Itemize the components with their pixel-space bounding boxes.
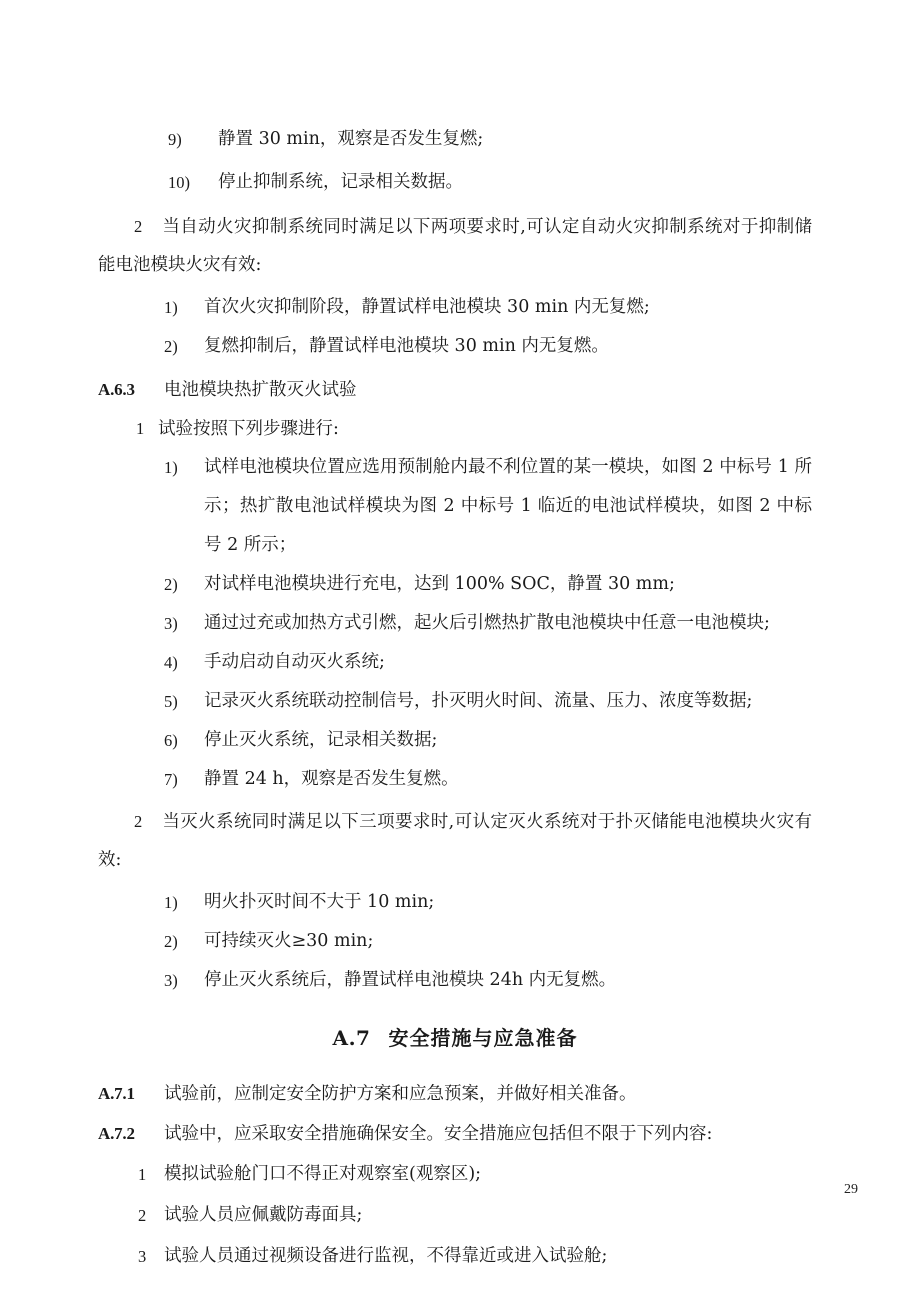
list-item — [98, 1154, 812, 1195]
list-item-text: 明火扑灭时间不大于 10 min; — [204, 892, 435, 912]
paragraph-text: 当灭火系统同时满足以下三项要求时,可认定灭火系统对于扑灭储能电池模块火灾有效: — [98, 812, 812, 870]
clause-text: 试验中，应采取安全措施确保安全。安全措施应包括但不限于下列内容: — [164, 1124, 713, 1144]
list-item-text: 复燃抑制后，静置试样电池模块 30 min 内无复燃。 — [204, 336, 609, 356]
list-marker: 3) — [164, 614, 178, 633]
list-item-text: 停止灭火系统后，静置试样电池模块 24h 内无复燃。 — [204, 970, 617, 990]
list-item — [98, 961, 812, 1000]
list-item — [98, 327, 812, 366]
paragraph-number: 2 — [134, 217, 143, 236]
clause-title: 电池模块热扩散灭火试验 — [164, 380, 357, 400]
list-item-text: 模拟试验舱门口不得正对观察室(观察区); — [164, 1164, 482, 1184]
list-item — [98, 682, 812, 721]
clause-number: A.7.2 — [98, 1124, 135, 1143]
list-marker: 9) — [168, 130, 182, 149]
list-marker: 7) — [164, 770, 178, 789]
list-marker: 1 — [138, 1165, 147, 1184]
clause-number: A.6.3 — [98, 380, 135, 399]
list-item-text: 试验人员通过视频设备进行监视，不得靠近或进入试验舱; — [164, 1246, 608, 1266]
list-marker: 3) — [164, 971, 178, 990]
section-number: A.7 — [332, 1026, 371, 1050]
list-item — [98, 565, 812, 604]
page-number: 29 — [844, 1182, 858, 1197]
list-marker: 1 — [136, 419, 145, 438]
list-item — [98, 883, 812, 922]
list-marker: 1) — [164, 298, 178, 317]
list-item-text: 可持续灭火≥30 min; — [204, 931, 374, 951]
list-item — [98, 288, 812, 327]
list-item-text: 停止抑制系统，记录相关数据。 — [218, 172, 463, 192]
list-marker: 6) — [164, 731, 178, 750]
list-item — [98, 721, 812, 760]
list-item — [98, 118, 812, 161]
list-item — [98, 604, 812, 643]
list-marker: 2) — [164, 337, 178, 356]
section-title: 安全措施与应急准备 — [388, 1026, 578, 1050]
clause-a71 — [98, 1074, 812, 1114]
list-item — [98, 1236, 812, 1277]
list-marker: 1) — [164, 893, 178, 912]
list-item — [98, 161, 812, 204]
list-marker: 3 — [138, 1247, 147, 1266]
list-item-text: 对试样电池模块进行充电，达到 100% SOC，静置 30 mm; — [204, 574, 675, 594]
clause-a63 — [98, 370, 812, 410]
list-item — [98, 448, 812, 565]
list-item — [98, 643, 812, 682]
list-item-text: 静置 24 h，观察是否发生复燃。 — [204, 769, 459, 789]
paragraph-text: 当自动火灾抑制系统同时满足以下两项要求时,可认定自动火灾抑制系统对于抑制储能电池模块火灾有效: — [98, 217, 812, 275]
list-item-text: 记录灭火系统联动控制信号，扑灭明火时间、流量、压力、浓度等数据; — [204, 691, 753, 711]
section-heading-a7 — [98, 1026, 812, 1050]
list-item — [98, 410, 812, 448]
list-marker: 2 — [138, 1206, 147, 1225]
list-item — [98, 1195, 812, 1236]
list-marker: 5) — [164, 692, 178, 711]
clause-number: A.7.1 — [98, 1084, 135, 1103]
paragraph-number: 2 — [134, 812, 143, 831]
list-item-text: 试样电池模块位置应选用预制舱内最不利位置的某一模块，如图 2 中标号 1 所示；热扩散电池试样模块为图 2 中标号 1 临近的电池试样模块，如图 2 中标号 2 所示； — [204, 457, 812, 555]
list-item-text: 首次火灾抑制阶段，静置试样电池模块 30 min 内无复燃; — [204, 297, 650, 317]
list-item-text: 试验按照下列步骤进行: — [158, 419, 339, 439]
clause-a72 — [98, 1114, 812, 1154]
list-item-text: 通过过充或加热方式引燃，起火后引燃热扩散电池模块中任意一电池模块; — [204, 613, 770, 633]
clause-text: 试验前，应制定安全防护方案和应急预案，并做好相关准备。 — [164, 1084, 637, 1104]
list-item-text: 静置 30 min，观察是否发生复燃; — [218, 129, 484, 149]
list-item-text: 试验人员应佩戴防毒面具; — [164, 1205, 363, 1225]
list-marker: 1) — [164, 458, 178, 477]
list-item-text: 停止灭火系统，记录相关数据; — [204, 730, 438, 750]
list-item-text: 手动启动自动灭火系统; — [204, 652, 385, 672]
list-marker: 4) — [164, 653, 178, 672]
paragraph-a62-item2 — [98, 208, 812, 284]
paragraph-a63-item2 — [98, 803, 812, 879]
list-marker: 2) — [164, 575, 178, 594]
list-marker: 10) — [168, 173, 190, 192]
page-content — [98, 118, 812, 1277]
list-marker: 2) — [164, 932, 178, 951]
list-item — [98, 760, 812, 799]
list-item — [98, 922, 812, 961]
